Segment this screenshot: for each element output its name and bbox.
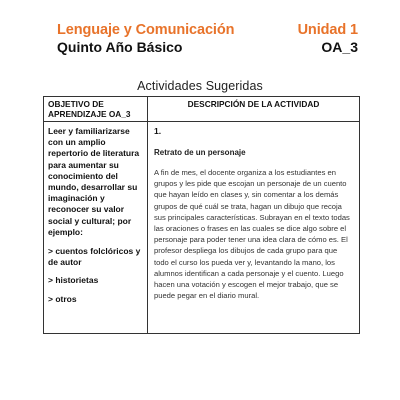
activity-number: 1. — [154, 126, 162, 136]
description-column-header: DESCRIPCIÓN DE LA ACTIVIDAD — [148, 97, 360, 122]
section-title: Actividades Sugeridas — [137, 79, 263, 93]
objective-text: Leer y familiarizarse con un amplio repertorio de literatura para aumentar su conocimiento del mundo, desarrollar su imaginación y reconocer su valor social y cultural; por ejemplo: — [48, 126, 140, 237]
subject-title: Lenguaje y Comunicación — [57, 22, 235, 38]
table-header-row — [44, 97, 360, 122]
table-row — [44, 122, 360, 334]
example-item: > cuentos folclóricos y de autor — [48, 246, 141, 268]
unit-title: Unidad 1 — [297, 22, 358, 38]
header-right — [298, 22, 358, 56]
activity-description: A fin de mes, el docente organiza a los estudiantes en grupos y les pide que escojan un personaje de un cuento que hayan leído en clases y, sin comentar a los demás grupos de qué cuál se trata, hagan un dibujo que recoja sus principales características. Subrayan en el texto todas las oraciones o frases en las cuales se dice algo sobre el personaje para poder tener una idea clara de cómo es. El profesor despliega los dibujos de cada grupo para que todo el curso los pueda ver y, levantando la mano, los alumnos identifican a cada personaje y el cuento. Luego hacen una votación y escogen el mejor trabajo, que se puede pegar en el diario mural. — [154, 168, 350, 301]
grade-subtitle: Quinto Año Básico — [57, 39, 183, 55]
objective-code: OA_3 — [321, 39, 358, 55]
objective-column-header: OBJETIVO DE APRENDIZAJE OA_3 — [44, 97, 148, 122]
activity-title: Retrato de un personaje — [154, 148, 246, 157]
activities-table — [43, 96, 360, 334]
header-left — [57, 22, 234, 56]
description-cell — [148, 122, 360, 334]
example-item: > otros — [48, 293, 77, 304]
example-item: > historietas — [48, 275, 99, 286]
objective-cell — [44, 122, 148, 334]
